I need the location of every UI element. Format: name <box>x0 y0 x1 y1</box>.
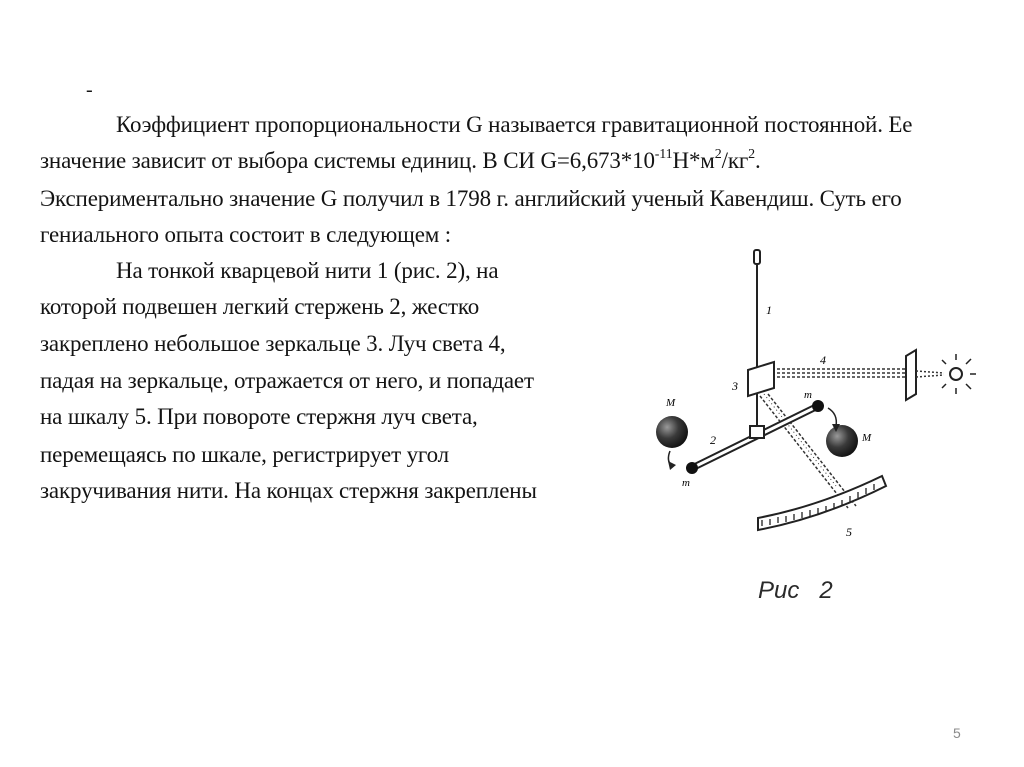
label-rod-2: 2 <box>710 433 716 447</box>
scale-5 <box>758 476 886 530</box>
lens-slit <box>906 350 916 400</box>
text-line-8: падая на зеркальце, отражается от него, и попадает <box>40 368 534 393</box>
label-small-mass-right: m <box>804 389 812 401</box>
top-mark: - <box>86 79 93 101</box>
text-line-3: Экспериментально значение G получил в 1798 г. английский ученый Кавендиш. Суть его <box>40 186 902 211</box>
mirror-3 <box>748 362 774 396</box>
label-scale-5: 5 <box>846 525 852 539</box>
label-big-mass-left: M <box>666 397 676 409</box>
text-line-7: закреплено небольшое зеркальце 3. Луч света 4, <box>40 331 506 356</box>
text-line-5: На тонкой кварцевой нити 1 (рис. 2), на <box>116 258 499 283</box>
small-mass-right <box>812 400 824 412</box>
exponent-2: 2 <box>714 147 722 162</box>
small-mass-left <box>686 462 698 474</box>
exponent-3: 2 <box>748 147 755 162</box>
label-big-mass-right: M <box>862 432 872 444</box>
text-line-11: закручивания нити. На концах стержня закреплены <box>40 478 537 503</box>
cavendish-figure <box>640 246 990 608</box>
exponent-1: -11 <box>654 147 673 162</box>
light-source-icon <box>942 354 976 394</box>
text-line-4: гениального опыта состоит в следующем : <box>40 222 452 247</box>
label-mirror-3: 3 <box>732 379 738 393</box>
text-line-1: Коэффициент пропорциональности G называется гравитационной постоянной. Ее <box>116 112 913 137</box>
text-line-2: значение зависит от выбора системы единиц. В СИ $G=6,673*10^{-11}Н*м^2/кг^2$. <box>40 147 761 173</box>
label-beam-4: 4 <box>820 353 826 367</box>
text-line-10: перемещаясь по шкале, регистрирует угол <box>40 442 450 467</box>
page-number: 5 <box>953 725 961 741</box>
text-line-9: на шкалу 5. При повороте стержня луч света, <box>40 404 478 429</box>
figure-caption: Рис 2 <box>758 577 833 604</box>
rod-2 <box>692 396 818 468</box>
big-mass-left <box>656 416 688 448</box>
text-line-6: которой подвешен легкий стержень 2, жестко <box>40 294 480 319</box>
label-small-mass-left: m <box>682 477 690 489</box>
big-mass-right <box>826 425 858 457</box>
label-thread-1: 1 <box>766 303 772 317</box>
